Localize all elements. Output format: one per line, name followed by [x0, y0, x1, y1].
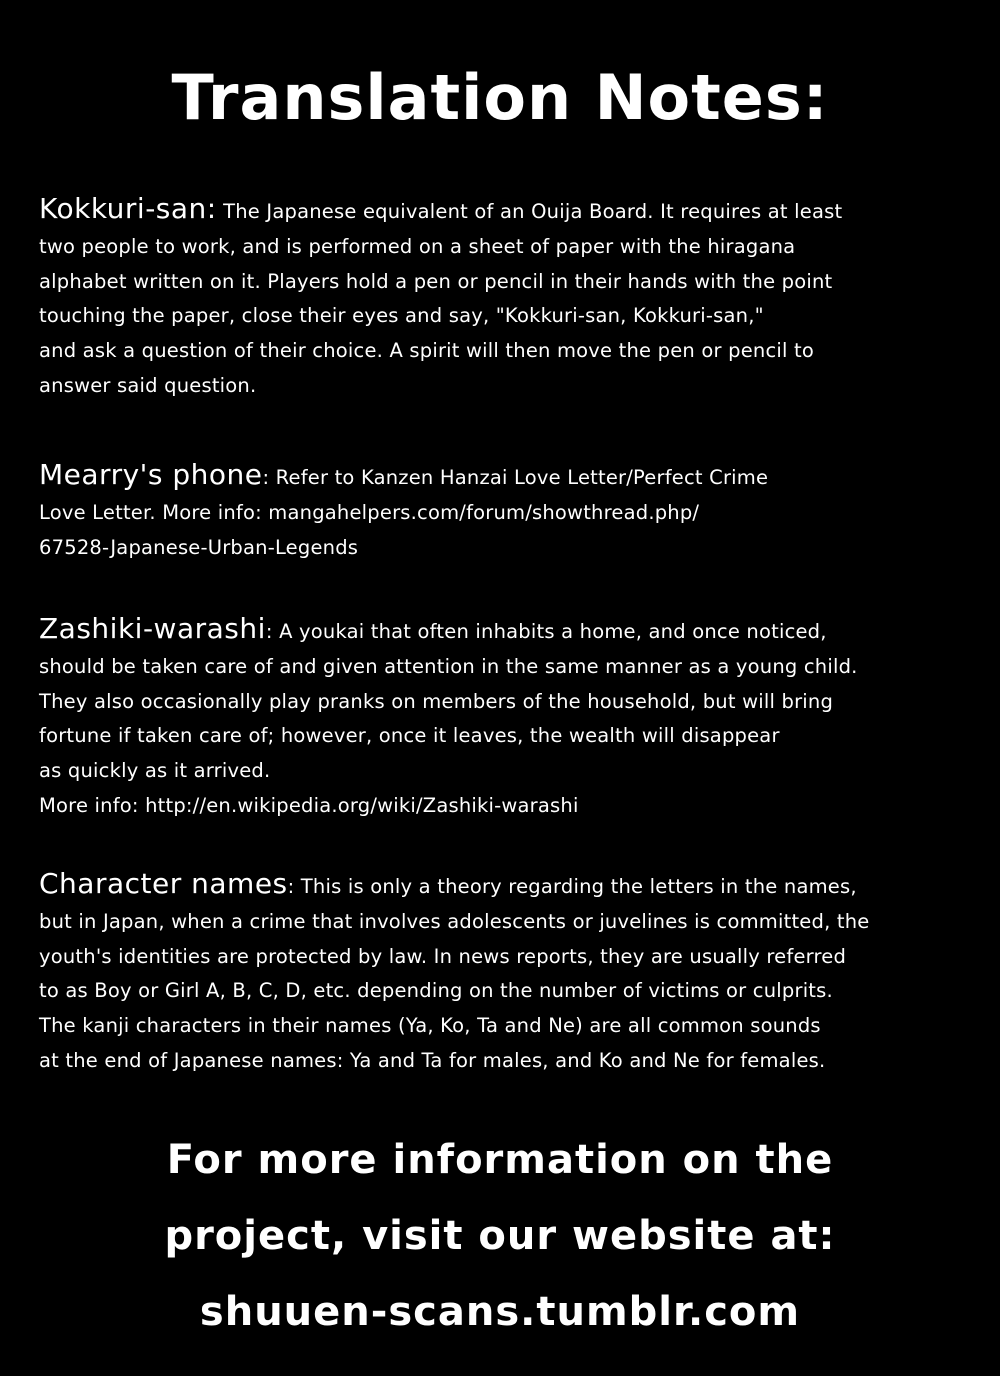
- note-text: should be taken care of and given attention in the same manner as a young child.: [39, 654, 858, 678]
- note-text: alphabet written on it. Players hold a pen or pencil in their hands with the point: [39, 269, 833, 293]
- page-title: Translation Notes:: [171, 61, 829, 134]
- note-text: answer said question.: [39, 373, 257, 397]
- note-term: Mearry's phone: [39, 458, 263, 491]
- note-text: but in Japan, when a crime that involves adolescents or juvelines is committed, the: [39, 909, 870, 933]
- note-text: fortune if taken care of; however, once it leaves, the wealth will disappear: [39, 724, 780, 748]
- note-text: The Japanese equivalent of an Ouija Board. It requires at least: [223, 200, 843, 223]
- website-url: shuuen-scans.tumblr.com: [199, 1289, 801, 1335]
- note-text: to as Boy or Girl A, B, C, D, etc. depending on the number of victims or culprits.: [39, 979, 833, 1003]
- note-text: : Refer to Kanzen Hanzai Love Letter/Perfect Crime: [262, 466, 769, 489]
- note-mearrys-phone: [39, 458, 969, 565]
- note-text: : A youkai that often inhabits a home, and once noticed,: [265, 620, 827, 643]
- note-text: touching the paper, close their eyes and say, "Kokkuri-san, Kokkuri-san,": [39, 304, 764, 328]
- note-character-names: [39, 867, 969, 1079]
- note-link-text: More info: http://en.wikipedia.org/wiki/Zashiki-warashi: [39, 793, 579, 817]
- note-text: : This is only a theory regarding the letters in the names,: [287, 875, 857, 898]
- note-line: [39, 458, 969, 496]
- note-text: 67528-Japanese-Urban-Legends: [39, 535, 359, 559]
- note-zashiki-warashi: [39, 612, 969, 824]
- note-text: Love Letter. More info: mangahelpers.com/forum/showthread.php/: [39, 500, 700, 524]
- footer-info: [0, 1122, 1000, 1350]
- note-line: [39, 612, 969, 650]
- note-term: Zashiki-warashi: [39, 612, 266, 645]
- note-term: Kokkuri-san:: [39, 192, 217, 225]
- note-text: two people to work, and is performed on a sheet of paper with the hiragana: [39, 234, 796, 258]
- note-text: The kanji characters in their names (Ya, Ko, Ta and Ne) are all common sounds: [39, 1014, 821, 1038]
- note-text: youth's identities are protected by law. In news reports, they are usually referred: [39, 944, 847, 968]
- note-kokkuri-san: [39, 192, 969, 404]
- footer-line: project, visit our website at:: [164, 1213, 836, 1259]
- note-line: [39, 192, 969, 230]
- note-text: as quickly as it arrived.: [39, 759, 271, 783]
- note-term: Character names: [39, 867, 288, 900]
- note-text: at the end of Japanese names: Ya and Ta for males, and Ko and Ne for females.: [39, 1048, 826, 1072]
- footer-line: For more information on the: [166, 1137, 834, 1183]
- note-text: and ask a question of their choice. A spirit will then move the pen or pencil to: [39, 339, 814, 363]
- note-text: They also occasionally play pranks on members of the household, but will bring: [39, 689, 834, 713]
- note-line: [39, 867, 969, 905]
